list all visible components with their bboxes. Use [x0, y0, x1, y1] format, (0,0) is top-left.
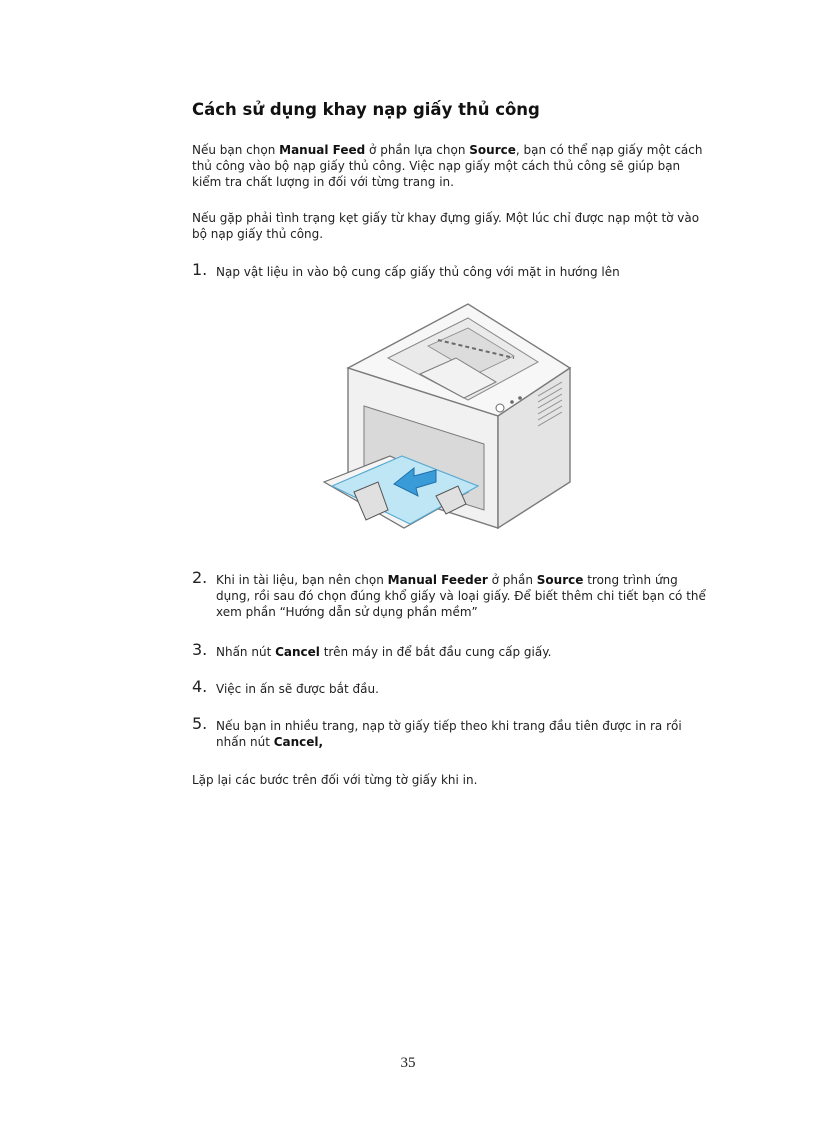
step-number: 4. — [192, 677, 208, 696]
step-5 — [192, 714, 712, 750]
step-number: 3. — [192, 640, 208, 659]
note-paragraph: Nếu gặp phải tình trạng kẹt giấy từ khay đựng giấy. Một lúc chỉ được nạp một tờ vào bộ nạp giấy thủ công. — [192, 211, 700, 241]
page-number: 35 — [400, 1055, 416, 1071]
step-3 — [192, 640, 712, 660]
step-text: Việc in ấn sẽ được bắt đầu. — [216, 682, 379, 696]
step-text: Nạp vật liệu in vào bộ cung cấp giấy thủ công với mặt in hướng lên — [216, 265, 620, 279]
step-text: Nhấn nút Cancel trên máy in để bắt đầu cung cấp giấy. — [216, 645, 552, 659]
step-text: Nếu bạn in nhiều trang, nạp tờ giấy tiếp theo khi trang đầu tiên được in ra rồi nhấn nút Cancel, — [216, 719, 682, 749]
closing-paragraph: Lặp lại các bước trên đối với từng tờ giấy khi in. — [192, 773, 478, 787]
page-title: Cách sử dụng khay nạp giấy thủ công — [192, 100, 540, 119]
printer-illustration — [318, 296, 573, 550]
printer-manual-feed-icon — [318, 296, 573, 550]
step-number: 2. — [192, 568, 208, 587]
step-number: 1. — [192, 260, 208, 279]
step-number: 5. — [192, 714, 208, 733]
step-2 — [192, 568, 712, 620]
step-text: Khi in tài liệu, bạn nên chọn Manual Feeder ở phần Source trong trình ứng dụng, rồi sau đó chọn đúng khổ giấy và loại giấy. Để biết thêm chi tiết bạn có thể xem phần “Hướng dẫn sử dụng phần mềm” — [216, 573, 706, 619]
step-4 — [192, 677, 712, 697]
step-1 — [192, 260, 712, 280]
intro-paragraph: Nếu bạn chọn Manual Feed ở phần lựa chọn Source, bạn có thể nạp giấy một cách thủ công vào bộ nạp giấy thủ công. Việc nạp giấy một cách thủ công sẽ giúp bạn kiểm tra chất lượng in đối với từng trang in. — [192, 143, 703, 189]
